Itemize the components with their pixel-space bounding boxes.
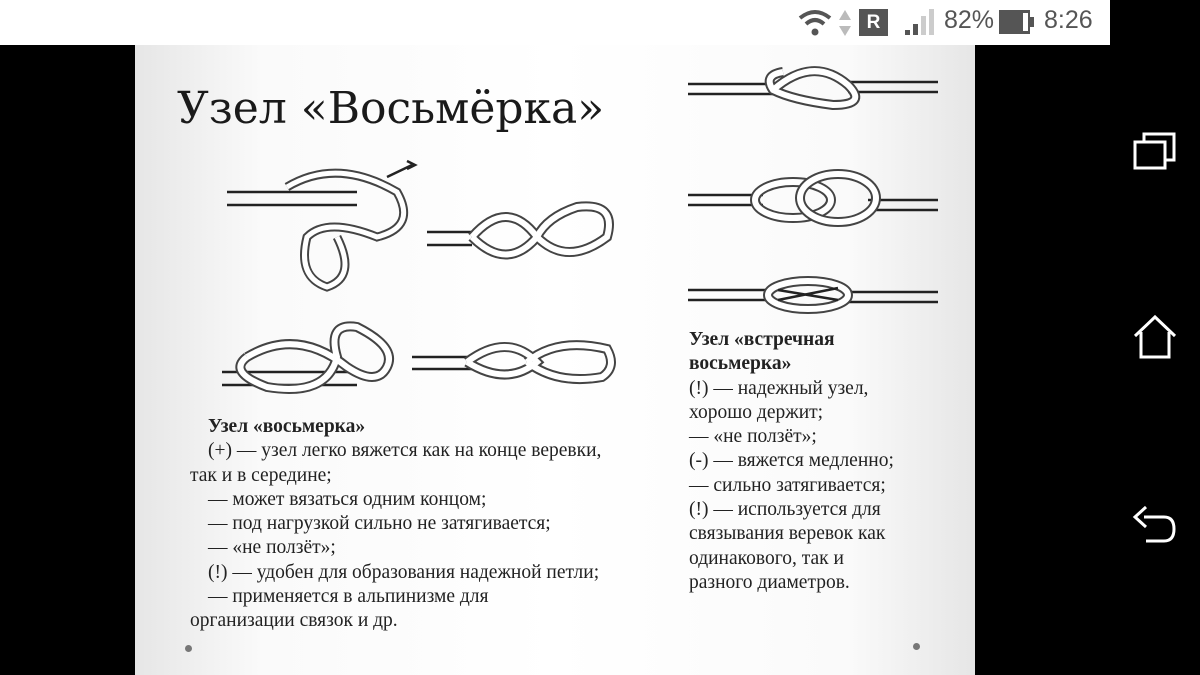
figure-eight-heading: Узел «восьмерка»	[208, 416, 366, 437]
recent-apps-button[interactable]	[1132, 128, 1178, 174]
knot-stage-1	[688, 71, 938, 105]
status-bar	[0, 0, 1110, 45]
clock: 8:26	[1044, 6, 1093, 34]
slide-title: Узел «Восьмёрка»	[177, 83, 605, 134]
home-button[interactable]	[1132, 314, 1178, 360]
double-figure-eight-knot-illustration	[683, 60, 943, 320]
slide-bullet-dot	[913, 643, 920, 650]
double-figure-eight-heading: Узел «встречная	[689, 329, 835, 350]
slide-bullet-dot	[185, 645, 192, 652]
figure-eight-knot-illustration	[207, 157, 627, 407]
description-line: (-) — вяжется медленно;	[689, 450, 894, 472]
description-line: — может вязаться одним концом;	[208, 488, 487, 510]
description-line: (+) — узел легко вяжется как на конце веревки,	[208, 440, 602, 462]
knot-stage-2	[688, 174, 938, 222]
back-button[interactable]	[1132, 503, 1178, 549]
battery-icon	[998, 9, 1036, 35]
double-figure-eight-heading: восьмерка»	[689, 353, 792, 375]
description-line: так и в середине;	[190, 464, 332, 486]
description-line: связывания веревок как	[689, 523, 886, 545]
figure-eight-description	[190, 415, 601, 634]
battery-percent: 82%	[944, 6, 995, 34]
description-line: (!) — надежный узел,	[689, 377, 869, 399]
roaming-icon: R	[859, 9, 888, 36]
wifi-icon	[798, 8, 832, 36]
description-line: — сильно затягивается;	[689, 474, 886, 496]
description-line: (!) — удобен для образования надежной петли;	[208, 561, 600, 583]
description-line: — под нагрузкой сильно не затягивается;	[208, 513, 551, 535]
description-line: — применяется в альпинизме для	[208, 586, 489, 608]
slide-image	[135, 45, 975, 675]
signal-icon	[903, 8, 935, 36]
description-line: разного диаметров.	[689, 571, 850, 593]
description-line: — «не ползёт»;	[689, 426, 817, 448]
description-line: организации связок и др.	[190, 610, 398, 632]
navigation-bar	[1110, 0, 1200, 675]
description-line: хорошо держит;	[689, 401, 824, 423]
double-figure-eight-description	[689, 328, 894, 595]
description-line: (!) — используется для	[689, 499, 881, 521]
data-activity-icon	[838, 10, 852, 36]
description-line: — «не ползёт»;	[208, 537, 336, 559]
description-line: одинакового, так и	[689, 547, 844, 569]
knot-stage-3	[688, 281, 938, 309]
